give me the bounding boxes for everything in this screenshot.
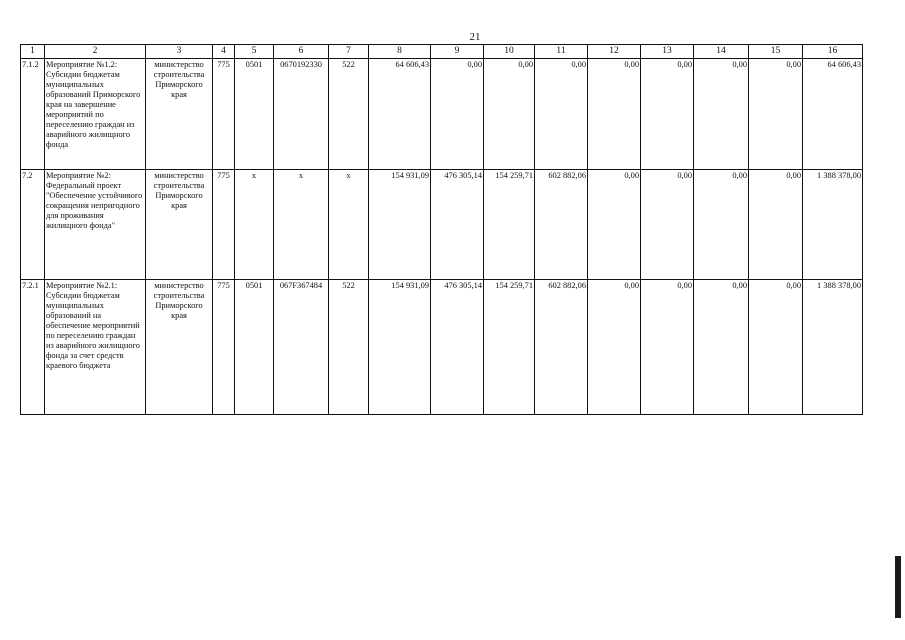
responsible-org: министерство строительства Приморского края [146,280,213,415]
amount-cell: 154 259,71 [484,280,535,415]
row-number: 7.1.2 [21,59,45,170]
amount-cell: 0,00 [431,59,484,170]
header-cell: 11 [535,45,588,59]
amount-cell: 0,00 [694,59,749,170]
measure-name: Мероприятие №2.1: Субсидии бюджетам муниципальных образований на обеспечение мероприятий по переселению граждан из аварийного жилищного фонда за счет средств краевого бюджета [45,280,146,415]
amount-cell: 0,00 [535,59,588,170]
amount-cell: 154 931,09 [369,170,431,280]
amount-cell: 154 259,71 [484,170,535,280]
amount-cell: 476 305,14 [431,170,484,280]
row-number: 7.2.1 [21,280,45,415]
table-header-row [21,45,863,59]
header-cell: 2 [45,45,146,59]
header-cell: 7 [329,45,369,59]
amount-cell: 0,00 [641,280,694,415]
amount-cell: 0,00 [588,59,641,170]
code-expense-type: х [329,170,369,280]
amount-cell: 154 931,09 [369,280,431,415]
header-cell: 5 [235,45,274,59]
scan-edge-mark [895,556,901,618]
header-cell: 8 [369,45,431,59]
row-number: 7.2 [21,170,45,280]
responsible-org: министерство строительства Приморского края [146,170,213,280]
amount-cell: 0,00 [641,170,694,280]
amount-cell: 64 606,43 [369,59,431,170]
header-cell: 3 [146,45,213,59]
header-cell: 9 [431,45,484,59]
header-cell: 12 [588,45,641,59]
code-expense-type: 522 [329,59,369,170]
code-grbs: 775 [213,59,235,170]
amount-cell: 0,00 [484,59,535,170]
table-row [21,280,863,415]
amount-cell: 0,00 [588,170,641,280]
amount-cell: 0,00 [641,59,694,170]
header-cell: 6 [274,45,329,59]
table-row [21,59,863,170]
header-cell: 14 [694,45,749,59]
header-cell: 1 [21,45,45,59]
table-row [21,170,863,280]
code-grbs: 775 [213,280,235,415]
responsible-org: министерство строительства Приморского края [146,59,213,170]
measure-name: Мероприятие №2: Федеральный проект "Обеспечение устойчивого сокращения непригодного для проживания жилищного фонда" [45,170,146,280]
header-cell: 13 [641,45,694,59]
header-cell: 15 [749,45,803,59]
header-cell: 10 [484,45,535,59]
header-cell: 16 [803,45,863,59]
code-section: 0501 [235,59,274,170]
amount-cell: 0,00 [749,59,803,170]
measure-name: Мероприятие №1.2: Субсидии бюджетам муниципальных образований Приморского края на завершение мероприятий по переселению граждан из аварийного жилищного фонда [45,59,146,170]
code-target: 0670192330 [274,59,329,170]
amount-cell: 602 882,06 [535,170,588,280]
amount-cell: 0,00 [749,170,803,280]
amount-cell: 0,00 [694,170,749,280]
page-number: 21 [469,31,481,43]
header-cell: 4 [213,45,235,59]
code-target: х [274,170,329,280]
total-cell: 1 388 378,00 [803,280,863,415]
amount-cell: 476 305,14 [431,280,484,415]
code-section: х [235,170,274,280]
code-section: 0501 [235,280,274,415]
budget-table [20,44,863,415]
code-expense-type: 522 [329,280,369,415]
amount-cell: 602 882,06 [535,280,588,415]
amount-cell: 0,00 [694,280,749,415]
total-cell: 64 606,43 [803,59,863,170]
code-target: 067F367484 [274,280,329,415]
code-grbs: 775 [213,170,235,280]
amount-cell: 0,00 [588,280,641,415]
amount-cell: 0,00 [749,280,803,415]
total-cell: 1 388 378,00 [803,170,863,280]
